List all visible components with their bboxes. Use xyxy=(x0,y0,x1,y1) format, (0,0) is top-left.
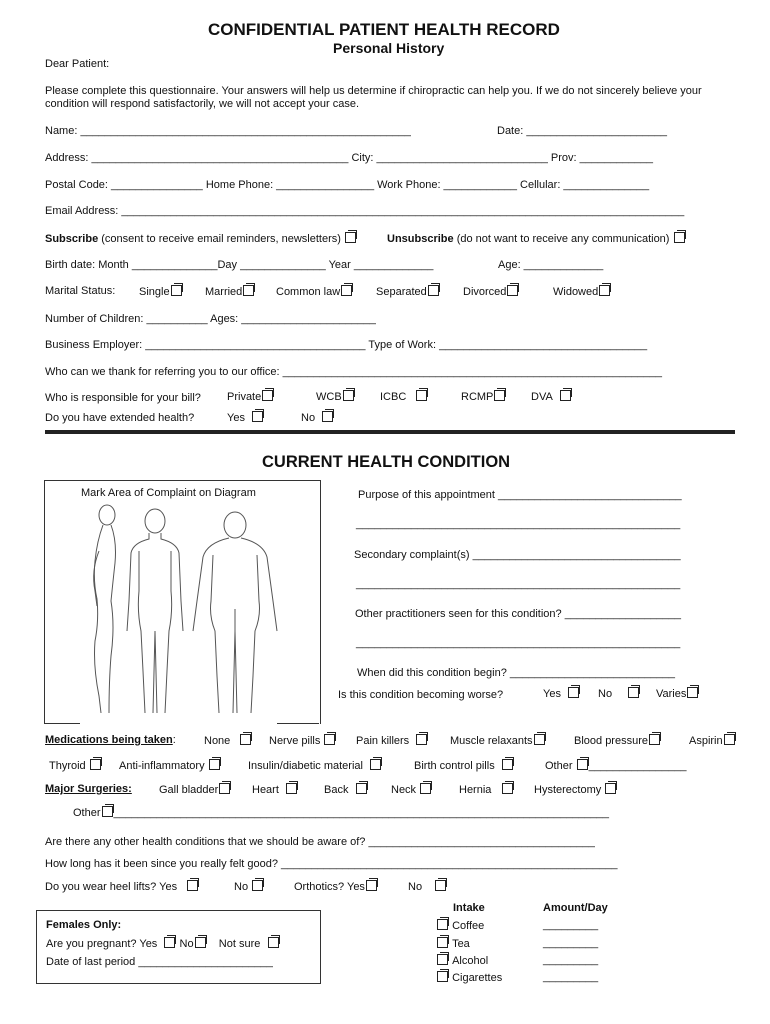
marital-common-law[interactable] xyxy=(276,285,353,298)
option-label: Separated xyxy=(376,286,427,298)
checkbox[interactable] xyxy=(437,954,448,965)
med-aspirin[interactable] xyxy=(689,734,736,747)
checkbox[interactable] xyxy=(262,390,273,401)
bill-private[interactable] xyxy=(227,390,274,403)
option-label: None xyxy=(204,735,231,747)
checkbox[interactable] xyxy=(102,806,113,817)
option-label: Muscle relaxants xyxy=(450,735,533,747)
option-label: Thyroid xyxy=(49,760,86,772)
option-label: Other xyxy=(73,807,101,819)
condition-begin-field[interactable]: When did this condition begin? ___________________________ xyxy=(357,667,676,679)
option-label: Other xyxy=(545,760,573,772)
purpose-line-2[interactable]: _____________________________________________________ xyxy=(356,518,681,530)
option-label: Widowed xyxy=(553,286,599,298)
intake-tea[interactable] xyxy=(436,937,470,950)
age-field[interactable]: Age: _____________ xyxy=(498,259,604,271)
subscribe-option[interactable] xyxy=(45,232,357,245)
amount-coffee[interactable]: _________ xyxy=(543,919,599,931)
section-heading: CURRENT HEALTH CONDITION xyxy=(262,453,511,471)
ext-health-yes[interactable] xyxy=(227,411,264,424)
option-label: DVA xyxy=(531,391,553,403)
checkbox[interactable] xyxy=(420,783,431,794)
option-label: Private xyxy=(227,391,262,403)
surg-neck[interactable] xyxy=(391,783,432,796)
subscribe-desc: (consent to receive email reminders, newsletters) xyxy=(98,233,344,245)
marital-married[interactable] xyxy=(205,285,255,298)
amount-alcohol[interactable]: _________ xyxy=(543,954,599,966)
bill-label: Who is responsible for your bill? xyxy=(45,392,201,404)
option-label: No xyxy=(598,688,613,700)
option-label: Not sure xyxy=(218,938,261,950)
option-label: Orthotics? Yes xyxy=(294,881,365,893)
subscribe-checkbox[interactable] xyxy=(345,232,356,243)
option-label: Heart xyxy=(252,784,279,796)
med-muscle-relaxants[interactable] xyxy=(450,734,546,747)
other-line[interactable]: ________________ xyxy=(588,760,687,772)
marital-separated[interactable] xyxy=(376,285,440,298)
secondary-line-2[interactable]: _____________________________________________________ xyxy=(356,578,681,590)
checkbox[interactable] xyxy=(568,687,579,698)
body-diagram[interactable] xyxy=(45,481,320,724)
checkbox[interactable] xyxy=(435,880,446,891)
option-label: No xyxy=(179,938,194,950)
amount-tea[interactable]: _________ xyxy=(543,937,599,949)
option-label: Single xyxy=(139,286,170,298)
checkbox[interactable] xyxy=(416,390,427,401)
checkbox[interactable] xyxy=(171,285,182,296)
birth-date-row[interactable]: Birth date: Month ______________Day ______________ Year _____________ xyxy=(45,259,434,271)
option-label: Yes xyxy=(227,412,245,424)
felt-good-field[interactable]: How long has it been since you really felt good? _______________________________________________________ xyxy=(45,858,618,870)
worse-yes[interactable] xyxy=(543,687,580,700)
intro-line-1: Please complete this questionnaire. Your answers will help us determine if chiropractic can help you. If we do not sincerely believe your xyxy=(45,85,702,97)
phone-row[interactable]: Postal Code: _______________ Home Phone: ________________ Work Phone: ____________ Cellular: ______________ xyxy=(45,179,650,191)
females-only-title: Females Only: xyxy=(46,919,122,931)
surgeries-label: Major Surgeries: xyxy=(45,783,132,795)
diagram-box-edge-right xyxy=(277,723,319,724)
orthotics-yes[interactable] xyxy=(294,880,378,893)
checkbox[interactable] xyxy=(416,734,427,745)
checkbox[interactable] xyxy=(341,285,352,296)
body-diagram-box[interactable] xyxy=(44,480,321,724)
med-none[interactable] xyxy=(204,734,252,747)
med-thyroid[interactable] xyxy=(49,759,102,772)
other-practitioners-field[interactable]: Other practitioners seen for this condition? ___________________ xyxy=(355,608,681,620)
intro-line-2: condition will respond satisfactorily, we will not accept your case. xyxy=(45,98,360,110)
referral-field[interactable]: Who can we thank for referring you to our office: ______________________________________________________________ xyxy=(45,366,662,378)
diagram-label: Mark Area of Complaint on Diagram xyxy=(81,487,256,499)
unsubscribe-label: Unsubscribe xyxy=(387,233,454,245)
surg-heart[interactable] xyxy=(252,783,298,796)
worse-no[interactable] xyxy=(598,687,640,700)
checkbox[interactable] xyxy=(494,390,505,401)
checkbox[interactable] xyxy=(370,759,381,770)
bill-rcmp[interactable] xyxy=(461,390,506,403)
marital-divorced[interactable] xyxy=(463,285,519,298)
bill-wcb[interactable] xyxy=(316,390,355,403)
intake-cigarettes[interactable] xyxy=(436,971,502,984)
option-label: Varies xyxy=(656,688,687,700)
purpose-field[interactable]: Purpose of this appointment ______________________________ xyxy=(358,489,682,501)
checkbox[interactable] xyxy=(322,411,333,422)
medications-title: Medications being taken xyxy=(45,734,173,746)
date-field[interactable]: Date: _______________________ xyxy=(497,125,668,137)
checkbox[interactable] xyxy=(560,390,571,401)
checkbox[interactable] xyxy=(243,285,254,296)
pregnant-row[interactable] xyxy=(46,937,280,950)
checkbox[interactable] xyxy=(437,971,448,982)
option-label: ICBC xyxy=(380,391,407,403)
option-label: Hysterectomy xyxy=(534,784,602,796)
orthotics-no[interactable] xyxy=(408,880,447,893)
amount-cigarettes[interactable]: _________ xyxy=(543,971,599,983)
females-only-box xyxy=(36,910,321,984)
pregnant-not-sure-checkbox[interactable] xyxy=(268,937,279,948)
marital-single[interactable] xyxy=(139,285,183,298)
option-label: WCB xyxy=(316,391,342,403)
checkbox[interactable] xyxy=(90,759,101,770)
checkbox[interactable] xyxy=(687,687,698,698)
med-pain-killers[interactable] xyxy=(356,734,428,747)
option-label: Yes xyxy=(543,688,561,700)
checkbox[interactable] xyxy=(324,734,335,745)
unsubscribe-desc: (do not want to receive any communication) xyxy=(453,233,673,245)
option-label: Birth control pills xyxy=(414,760,495,772)
secondary-complaint-field[interactable]: Secondary complaint(s) __________________________________ xyxy=(354,549,681,561)
marital-widowed[interactable] xyxy=(553,285,611,298)
checkbox[interactable] xyxy=(577,759,588,770)
checkbox[interactable] xyxy=(428,285,439,296)
unsubscribe-option[interactable] xyxy=(387,232,686,245)
med-other[interactable] xyxy=(545,759,686,772)
med-birth-control[interactable] xyxy=(414,759,514,772)
intake-alcohol[interactable] xyxy=(436,954,488,967)
checkbox[interactable] xyxy=(240,734,251,745)
option-label: Divorced xyxy=(463,286,507,298)
checkbox[interactable] xyxy=(356,783,367,794)
option-label: Back xyxy=(324,784,349,796)
option-label: RCMP xyxy=(461,391,494,403)
option-label: Blood pressure xyxy=(574,735,648,747)
unsubscribe-checkbox[interactable] xyxy=(674,232,685,243)
option-label: Hernia xyxy=(459,784,492,796)
option-label: Anti-inflammatory xyxy=(119,760,205,772)
checkbox[interactable] xyxy=(366,880,377,891)
checkbox[interactable] xyxy=(219,783,230,794)
subscribe-label: Subscribe xyxy=(45,233,99,245)
option-label: Cigarettes xyxy=(452,972,503,984)
surg-back[interactable] xyxy=(324,783,368,796)
section-divider xyxy=(45,430,735,434)
other-conditions-field[interactable]: Are there any other health conditions that we should be aware of? _____________________________________ xyxy=(45,836,595,848)
surg-hysterectomy[interactable] xyxy=(534,783,617,796)
option-label: Alcohol xyxy=(452,955,489,967)
email-field[interactable]: Email Address: ____________________________________________________________________________________________ xyxy=(45,205,685,217)
option-label: No xyxy=(301,412,316,424)
option-label: Married xyxy=(205,286,243,298)
option-label: Tea xyxy=(452,938,470,950)
option-label: Common law xyxy=(276,286,341,298)
pregnant-no-checkbox[interactable] xyxy=(195,937,206,948)
intake-coffee[interactable] xyxy=(436,919,484,932)
other-practitioners-line-2[interactable]: _____________________________________________________ xyxy=(356,637,681,649)
page-title: CONFIDENTIAL PATIENT HEALTH RECORD xyxy=(208,20,560,39)
employer-row[interactable]: Business Employer: ____________________________________ Type of Work: __________________________________ xyxy=(45,339,648,351)
checkbox[interactable] xyxy=(502,783,513,794)
option-label: Aspirin xyxy=(689,735,723,747)
checkbox[interactable] xyxy=(252,411,263,422)
checkbox[interactable] xyxy=(187,880,198,891)
heel-lifts-yes[interactable] xyxy=(45,880,199,893)
option-label: Are you pregnant? Yes xyxy=(46,938,158,950)
checkbox[interactable] xyxy=(437,919,448,930)
checkbox[interactable] xyxy=(724,734,735,745)
children-row[interactable]: Number of Children: __________ Ages: ______________________ xyxy=(45,313,376,325)
med-insulin[interactable] xyxy=(248,759,382,772)
option-label: Insulin/diabetic material xyxy=(248,760,363,772)
checkbox[interactable] xyxy=(534,734,545,745)
option-label: Do you wear heel lifts? Yes xyxy=(45,881,178,893)
option-label: No xyxy=(408,881,423,893)
option-label: Coffee xyxy=(452,920,485,932)
amount-header: Amount/Day xyxy=(543,902,608,914)
option-label: Neck xyxy=(391,784,417,796)
ext-health-label: Do you have extended health? xyxy=(45,412,195,424)
medications-label: Medications being taken: xyxy=(45,734,176,746)
med-nerve-pills[interactable] xyxy=(269,734,336,747)
checkbox[interactable] xyxy=(437,937,448,948)
worse-label: Is this condition becoming worse? xyxy=(338,689,504,701)
bill-dva[interactable] xyxy=(531,390,572,403)
option-label: Pain killers xyxy=(356,735,410,747)
heel-lifts-no[interactable] xyxy=(234,880,264,893)
last-period-field[interactable]: Date of last period ______________________ xyxy=(46,956,273,968)
surg-gall-bladder[interactable] xyxy=(159,783,231,796)
other-line[interactable]: _________________________________________________________________________________ xyxy=(113,807,610,819)
ext-health-no[interactable] xyxy=(301,411,334,424)
checkbox[interactable] xyxy=(343,390,354,401)
checkbox[interactable] xyxy=(209,759,220,770)
surg-other[interactable] xyxy=(73,806,609,819)
checkbox[interactable] xyxy=(286,783,297,794)
option-label: Nerve pills xyxy=(269,735,321,747)
bill-icbc[interactable] xyxy=(380,390,428,403)
greeting: Dear Patient: xyxy=(45,58,110,70)
name-field[interactable]: Name: ______________________________________________________ xyxy=(45,125,411,137)
checkbox[interactable] xyxy=(599,285,610,296)
marital-label: Marital Status: xyxy=(45,285,116,297)
checkbox[interactable] xyxy=(252,880,263,891)
checkbox[interactable] xyxy=(605,783,616,794)
checkbox[interactable] xyxy=(649,734,660,745)
diagram-box-edge-left xyxy=(44,723,80,724)
checkbox[interactable] xyxy=(628,687,639,698)
worse-varies[interactable] xyxy=(656,687,699,700)
address-row[interactable]: Address: __________________________________________ City: ____________________________ Prov: ____________ xyxy=(45,152,654,164)
surg-hernia[interactable] xyxy=(459,783,514,796)
checkbox[interactable] xyxy=(507,285,518,296)
option-label: Gall bladder xyxy=(159,784,219,796)
med-blood-pressure[interactable] xyxy=(574,734,661,747)
option-label: No xyxy=(234,881,249,893)
intake-header: Intake xyxy=(453,902,485,914)
page-subtitle: Personal History xyxy=(333,40,445,56)
checkbox[interactable] xyxy=(502,759,513,770)
pregnant-yes-checkbox[interactable] xyxy=(164,937,175,948)
med-anti-inflammatory[interactable] xyxy=(119,759,221,772)
